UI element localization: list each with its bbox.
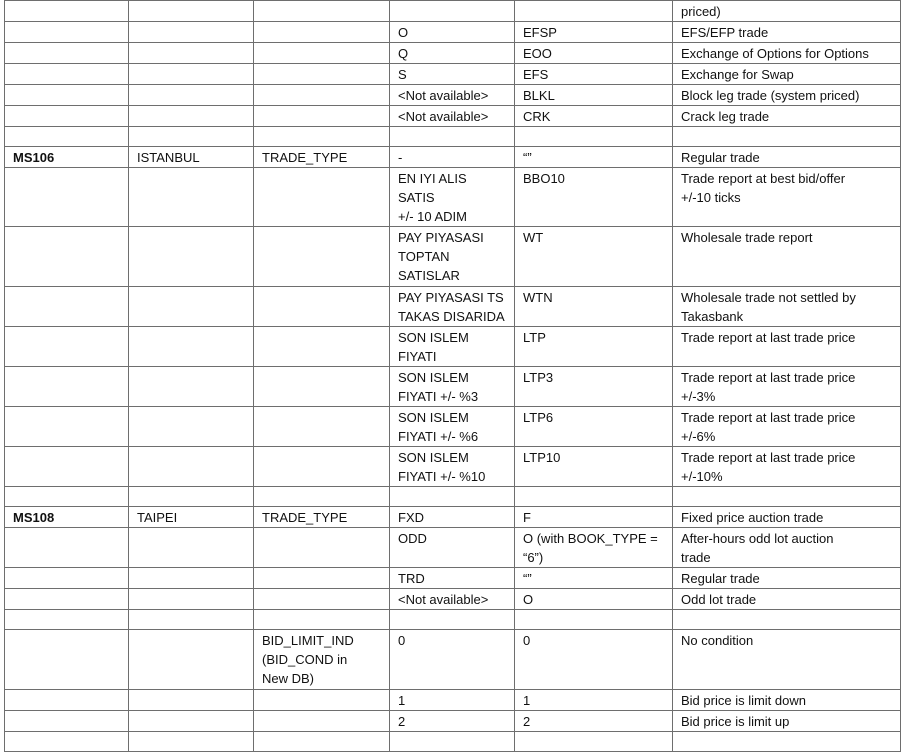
table-cell: SON ISLEM FIYATI +/- %3 bbox=[390, 367, 515, 407]
table-cell bbox=[5, 487, 129, 507]
table-cell bbox=[254, 690, 390, 711]
table-cell: 0 bbox=[515, 630, 673, 690]
table-cell bbox=[5, 227, 129, 287]
table-cell: TRADE_TYPE bbox=[254, 507, 390, 528]
table-cell: EN IYI ALIS SATIS +/- 10 ADIM bbox=[390, 168, 515, 227]
table-cell: <Not available> bbox=[390, 106, 515, 127]
table-cell: Trade report at last trade price +/-6% bbox=[673, 407, 901, 447]
table-row bbox=[5, 487, 901, 507]
table-row bbox=[5, 447, 901, 487]
table-cell: PAY PIYASASI TOPTAN SATISLAR bbox=[390, 227, 515, 287]
table-cell bbox=[254, 487, 390, 507]
table-cell bbox=[129, 227, 254, 287]
table-cell bbox=[673, 732, 901, 752]
table-row bbox=[5, 85, 901, 106]
mapping-table-body bbox=[5, 1, 901, 752]
table-cell bbox=[5, 447, 129, 487]
table-cell: WT bbox=[515, 227, 673, 287]
table-cell bbox=[254, 168, 390, 227]
table-cell: ODD bbox=[390, 528, 515, 568]
table-cell bbox=[390, 127, 515, 147]
table-cell bbox=[254, 327, 390, 367]
table-row bbox=[5, 147, 901, 168]
table-cell bbox=[673, 610, 901, 630]
table-cell bbox=[254, 528, 390, 568]
table-cell bbox=[129, 610, 254, 630]
table-cell: MS106 bbox=[5, 147, 129, 168]
table-row bbox=[5, 287, 901, 327]
table-cell bbox=[254, 568, 390, 589]
table-cell: EFS bbox=[515, 64, 673, 85]
table-cell bbox=[254, 106, 390, 127]
table-cell bbox=[129, 127, 254, 147]
table-cell: Wholesale trade not settled by Takasbank bbox=[673, 287, 901, 327]
table-cell: Regular trade bbox=[673, 147, 901, 168]
table-cell: BLKL bbox=[515, 85, 673, 106]
table-cell bbox=[254, 22, 390, 43]
table-cell: BID_LIMIT_IND (BID_COND in New DB) bbox=[254, 630, 390, 690]
table-cell bbox=[515, 732, 673, 752]
table-cell: PAY PIYASASI TS TAKAS DISARIDA bbox=[390, 287, 515, 327]
table-cell bbox=[129, 407, 254, 447]
table-cell bbox=[5, 22, 129, 43]
table-cell: Q bbox=[390, 43, 515, 64]
table-cell bbox=[254, 447, 390, 487]
table-cell: Regular trade bbox=[673, 568, 901, 589]
table-cell bbox=[5, 168, 129, 227]
table-cell bbox=[129, 367, 254, 407]
table-cell bbox=[129, 630, 254, 690]
table-row bbox=[5, 568, 901, 589]
table-cell bbox=[254, 589, 390, 610]
table-cell bbox=[5, 528, 129, 568]
table-row bbox=[5, 1, 901, 22]
table-cell bbox=[5, 568, 129, 589]
table-cell bbox=[129, 327, 254, 367]
table-cell bbox=[515, 487, 673, 507]
table-row bbox=[5, 127, 901, 147]
table-cell bbox=[129, 106, 254, 127]
table-cell: EFS/EFP trade bbox=[673, 22, 901, 43]
table-cell bbox=[515, 610, 673, 630]
table-cell: S bbox=[390, 64, 515, 85]
table-cell bbox=[5, 711, 129, 732]
table-row bbox=[5, 106, 901, 127]
table-cell bbox=[673, 127, 901, 147]
table-row bbox=[5, 43, 901, 64]
table-cell: priced) bbox=[673, 1, 901, 22]
table-cell bbox=[254, 711, 390, 732]
table-cell: Odd lot trade bbox=[673, 589, 901, 610]
table-cell: 2 bbox=[390, 711, 515, 732]
table-cell bbox=[5, 327, 129, 367]
table-row bbox=[5, 227, 901, 287]
table-cell bbox=[129, 711, 254, 732]
table-cell bbox=[5, 127, 129, 147]
table-row bbox=[5, 589, 901, 610]
table-cell bbox=[673, 487, 901, 507]
table-cell bbox=[5, 106, 129, 127]
table-cell bbox=[129, 85, 254, 106]
table-cell bbox=[5, 43, 129, 64]
table-cell: LTP bbox=[515, 327, 673, 367]
table-cell bbox=[254, 64, 390, 85]
table-cell bbox=[129, 64, 254, 85]
table-cell bbox=[254, 287, 390, 327]
table-cell bbox=[129, 168, 254, 227]
mapping-table bbox=[4, 0, 901, 752]
table-cell bbox=[254, 610, 390, 630]
table-cell: - bbox=[390, 147, 515, 168]
table-cell: LTP6 bbox=[515, 407, 673, 447]
table-cell bbox=[129, 487, 254, 507]
table-cell bbox=[515, 1, 673, 22]
table-cell: Bid price is limit down bbox=[673, 690, 901, 711]
table-cell bbox=[254, 227, 390, 287]
table-row bbox=[5, 528, 901, 568]
table-row bbox=[5, 610, 901, 630]
table-cell: WTN bbox=[515, 287, 673, 327]
table-cell: CRK bbox=[515, 106, 673, 127]
table-row bbox=[5, 64, 901, 85]
table-row bbox=[5, 407, 901, 447]
table-cell bbox=[5, 630, 129, 690]
table-cell: <Not available> bbox=[390, 589, 515, 610]
table-cell bbox=[129, 1, 254, 22]
table-cell bbox=[254, 1, 390, 22]
table-cell: 0 bbox=[390, 630, 515, 690]
table-cell: 1 bbox=[390, 690, 515, 711]
table-cell: F bbox=[515, 507, 673, 528]
table-cell: No condition bbox=[673, 630, 901, 690]
table-row bbox=[5, 711, 901, 732]
table-row bbox=[5, 327, 901, 367]
table-cell bbox=[254, 407, 390, 447]
table-cell bbox=[5, 589, 129, 610]
table-cell bbox=[390, 1, 515, 22]
table-row bbox=[5, 22, 901, 43]
table-cell bbox=[129, 568, 254, 589]
table-cell bbox=[515, 127, 673, 147]
table-cell bbox=[390, 732, 515, 752]
table-cell: Crack leg trade bbox=[673, 106, 901, 127]
table-cell: SON ISLEM FIYATI +/- %6 bbox=[390, 407, 515, 447]
table-cell: TRADE_TYPE bbox=[254, 147, 390, 168]
table-cell bbox=[129, 447, 254, 487]
table-cell: Trade report at best bid/offer +/-10 ticks bbox=[673, 168, 901, 227]
table-cell: LTP3 bbox=[515, 367, 673, 407]
table-cell: Exchange for Swap bbox=[673, 64, 901, 85]
table-cell: O bbox=[515, 589, 673, 610]
table-row bbox=[5, 630, 901, 690]
table-cell: TAIPEI bbox=[129, 507, 254, 528]
table-cell bbox=[5, 1, 129, 22]
table-cell: BBO10 bbox=[515, 168, 673, 227]
table-cell bbox=[254, 43, 390, 64]
table-cell: <Not available> bbox=[390, 85, 515, 106]
table-cell bbox=[5, 610, 129, 630]
table-cell: EFSP bbox=[515, 22, 673, 43]
table-cell: TRD bbox=[390, 568, 515, 589]
table-cell bbox=[129, 43, 254, 64]
table-cell bbox=[5, 367, 129, 407]
table-cell bbox=[5, 732, 129, 752]
table-cell bbox=[390, 487, 515, 507]
table-cell: Trade report at last trade price bbox=[673, 327, 901, 367]
table-cell: 1 bbox=[515, 690, 673, 711]
table-cell bbox=[129, 22, 254, 43]
table-cell bbox=[129, 732, 254, 752]
table-cell: “” bbox=[515, 568, 673, 589]
table-cell bbox=[5, 85, 129, 106]
table-cell bbox=[254, 367, 390, 407]
table-cell bbox=[5, 407, 129, 447]
table-cell: “” bbox=[515, 147, 673, 168]
table-cell: LTP10 bbox=[515, 447, 673, 487]
table-cell bbox=[5, 690, 129, 711]
table-cell: SON ISLEM FIYATI bbox=[390, 327, 515, 367]
table-cell: 2 bbox=[515, 711, 673, 732]
table-cell: Trade report at last trade price +/-3% bbox=[673, 367, 901, 407]
table-cell: Fixed price auction trade bbox=[673, 507, 901, 528]
table-cell: Bid price is limit up bbox=[673, 711, 901, 732]
table-cell bbox=[254, 127, 390, 147]
table-cell: FXD bbox=[390, 507, 515, 528]
table-cell: ISTANBUL bbox=[129, 147, 254, 168]
table-row bbox=[5, 732, 901, 752]
table-row bbox=[5, 507, 901, 528]
table-cell bbox=[254, 85, 390, 106]
table-cell: Block leg trade (system priced) bbox=[673, 85, 901, 106]
table-cell bbox=[390, 610, 515, 630]
table-cell: Trade report at last trade price +/-10% bbox=[673, 447, 901, 487]
table-cell: O bbox=[390, 22, 515, 43]
table-cell bbox=[129, 287, 254, 327]
table-row bbox=[5, 168, 901, 227]
table-cell bbox=[129, 589, 254, 610]
table-cell: Exchange of Options for Options bbox=[673, 43, 901, 64]
table-cell: EOO bbox=[515, 43, 673, 64]
table-cell: Wholesale trade report bbox=[673, 227, 901, 287]
table-cell: After-hours odd lot auction trade bbox=[673, 528, 901, 568]
table-cell: SON ISLEM FIYATI +/- %10 bbox=[390, 447, 515, 487]
table-cell bbox=[5, 287, 129, 327]
table-row bbox=[5, 367, 901, 407]
table-cell bbox=[5, 64, 129, 85]
table-cell bbox=[129, 528, 254, 568]
table-cell: MS108 bbox=[5, 507, 129, 528]
table-cell: O (with BOOK_TYPE = “6”) bbox=[515, 528, 673, 568]
table-row bbox=[5, 690, 901, 711]
table-cell bbox=[254, 732, 390, 752]
table-cell bbox=[129, 690, 254, 711]
